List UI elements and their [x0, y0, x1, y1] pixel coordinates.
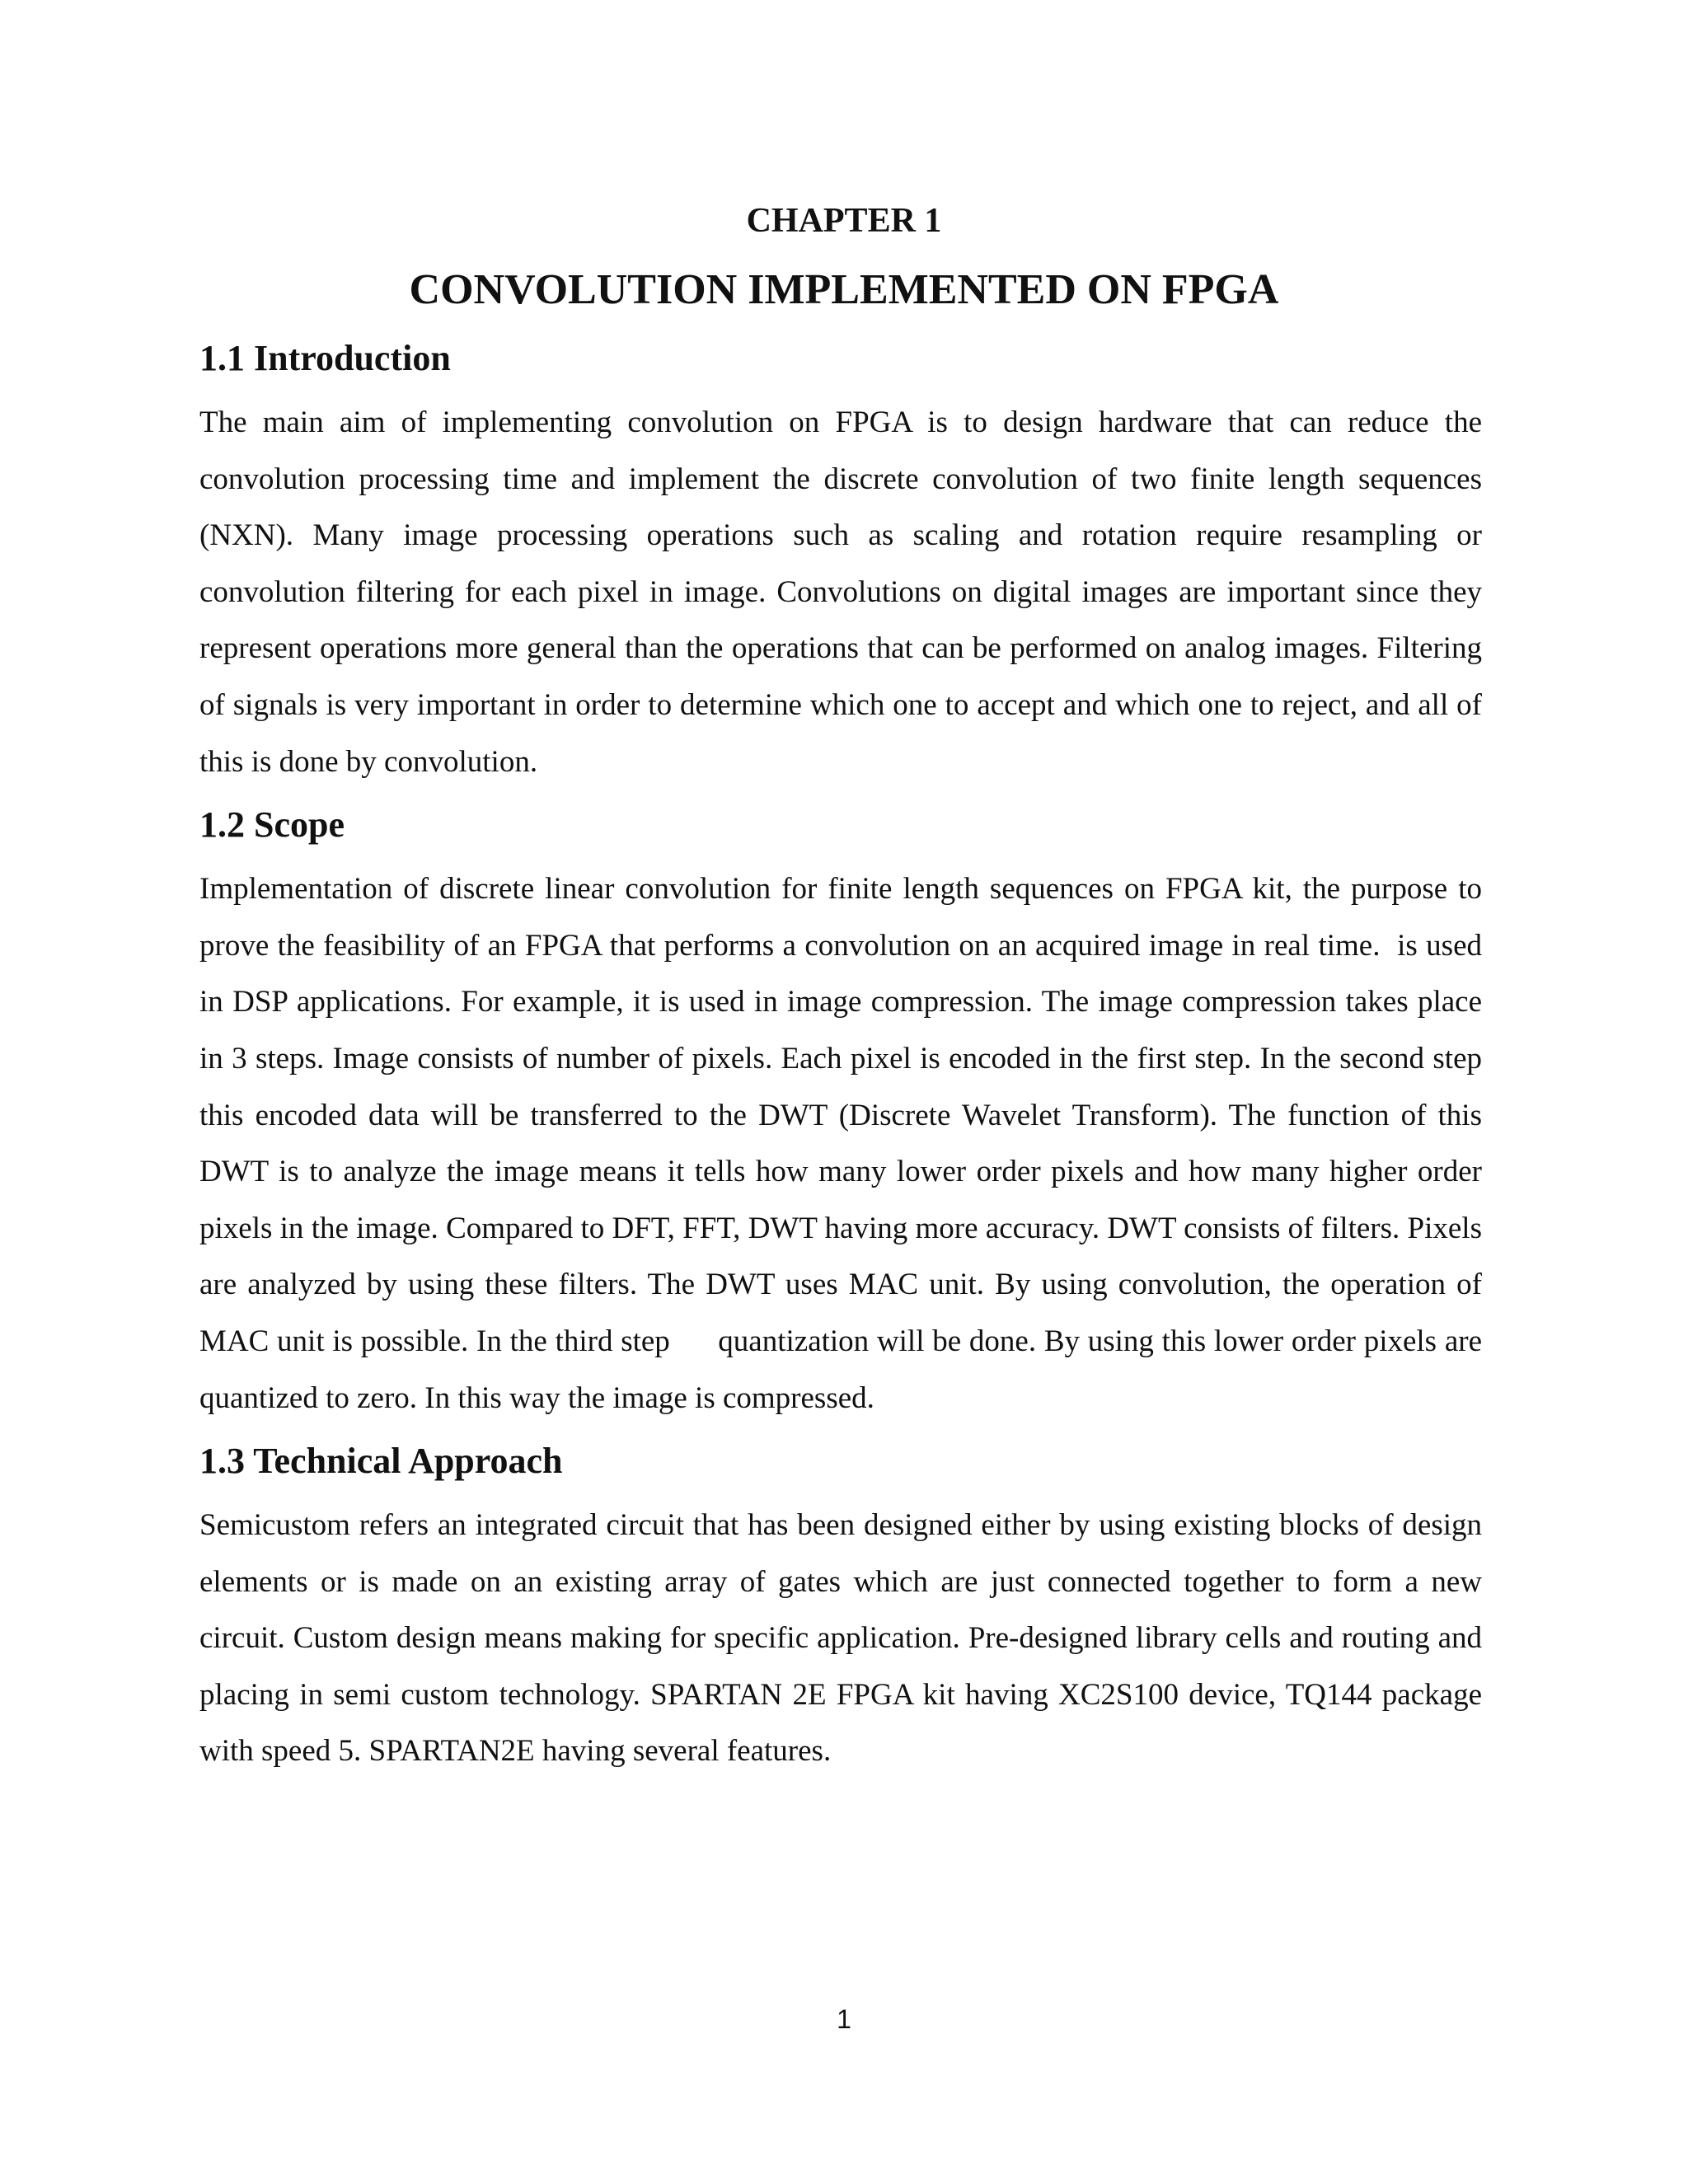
section-paragraph: Implementation of discrete linear convolution for finite length sequences on FPGA kit, the purpose to prove the feasibility of an FPGA that performs a convolution on an acquired image in real time. is used in DSP applications. For example, it is used in image compression. The image compression takes place in 3 steps. Image consists of number of pixels. Each pixel is encoded in the first step. In the second step this encoded data will be transferred to the DWT (Discrete Wavelet Transform). The function of this DWT is to analyze the image means it tells how many lower order pixels and how many higher order pixels in the image. Compared to DFT, FFT, DWT having more accuracy. DWT consists of filters. Pixels are analyzed by using these filters. The DWT uses MAC unit. By using convolution, the operation of MAC unit is possible. In the third step quantization will be done. By using this lower order pixels are quantized to zero. In this way the image is compressed.: [199, 872, 1490, 1415]
section-technical-approach: [199, 1436, 1482, 1780]
section-paragraph: Semicustom refers an integrated circuit that has been designed either by using existing blocks of design elements or is made on an existing array of gates which are just connected together to form a new circuit. Custom design means making for specific application. Pre-designed library cells and routing and placing in semi custom technology. SPARTAN 2E FPGA kit having XC2S100 device, TQ144 package with speed 5. SPARTAN2E having several features.: [199, 1508, 1482, 1769]
section-heading: 1.2 Scope: [199, 804, 345, 846]
section-introduction: [199, 334, 1482, 790]
section-scope: [199, 800, 1490, 1427]
section-heading: 1.1 Introduction: [199, 338, 451, 378]
page-number: 1: [837, 2004, 851, 2034]
section-heading: 1.3 Technical Approach: [199, 1441, 563, 1482]
chapter-content: [199, 334, 1490, 1790]
chapter-label: CHAPTER 1: [746, 202, 942, 240]
chapter-title: CONVOLUTION IMPLEMENTED ON FPGA: [409, 266, 1279, 313]
section-paragraph: The main aim of implementing convolution on FPGA is to design hardware that can reduce the convolution processing time and implement the discrete convolution of two finite length sequences (NXN). Many image processing operations such as scaling and rotation require resampling or convolution filtering for each pixel in image. Convolutions on digital images are important since they represent operations more general than the operations that can be performed on analog images. Filtering of signals is very important in order to determine which one to accept and which one to reject, and all of this is done by convolution.: [199, 405, 1482, 779]
